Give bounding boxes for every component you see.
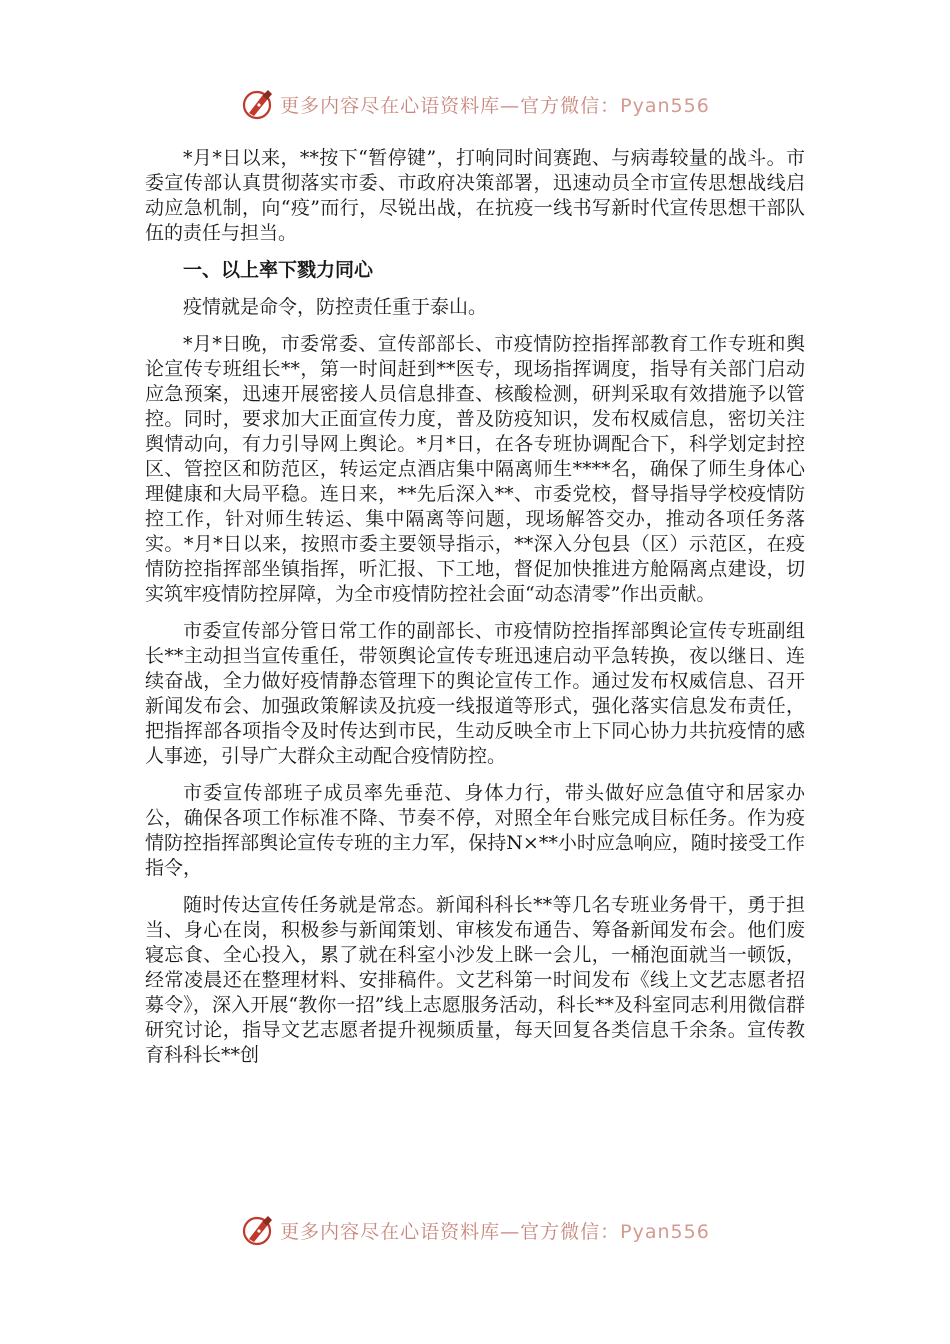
paragraph: *月*日晚，市委常委、宣传部部长、市疫情防控指挥部教育工作专班和舆论宣传专班组长**，第一时间赶到**医专，现场指挥调度，指导有关部门启动应急预案，迅速开展密接人员信息排查、核酸检测，研判采取有效措施予以管控。同时，要求加大正面宣传力度，普及防疫知识，发布权威信息，密切关注舆情动向，有力引导网上舆论。*月*日，在各专班协调配合下，科学划定封控区、管控区和防范区，转运定点酒店集中隔离师生****名，确保了师生身体心理健康和大局平稳。连日来，**先后深入**、市委党校，督导指导学校疫情防控工作，针对师生转运、集中隔离等问题，现场解答交办，推动各项任务落实。*月*日以来，按照市委主要领导指示，**深入分包县（区）示范区，在疫情防控指挥部坐镇指挥，听汇报、下工地，督促加快推进方舱隔离点建设，切实筑牢疫情防控屏障，为全市疫情防控社会面“动态清零”作出贡献。 xyxy=(145,333,805,605)
paragraph: 随时传达宣传任务就是常态。新闻科科长**等几名专班业务骨干，勇于担当、身心在岗，积极参与新闻策划、审核发布通告、筹备新闻发布会。他们废寝忘食、全心投入，累了就在科室小沙发上眯一会儿，一桶泡面就当一顿饭，经常凌晨还在整理材料、安排稿件。文艺科第一时间发布《线上文艺志愿者招募令》，深入开展“教你一招”线上志愿服务活动，科长**及科室同志利用微信群研究讨论，指导文艺志愿者提升视频质量，每天回复各类信息千余条。宣传教育科科长**创 xyxy=(145,894,805,1066)
paragraph-intro: *月*日以来，**按下“暂停键”，打响同时间赛跑、与病毒较量的战斗。市委宣传部认真贯彻落实市委、市政府决策部署，迅速动员全市宣传思想战线启动应急机制，向“疫”而行，尽锐出战，在抗疫一线书写新时代宣传思想干部队伍的责任与担当。 xyxy=(145,147,805,244)
paragraph: 市委宣传部班子成员率先垂范、身体力行，带头做好应急值守和居家办公，确保各项工作标准不降、节奏不停，对照全年台账完成目标任务。作为疫情防控指挥部舆论宣传专班的主力军，保持N×**小时应急响应，随时接受工作指令， xyxy=(145,782,805,879)
watermark-text: 更多内容尽在心语资料库—官方微信：Pyan556 xyxy=(280,1220,710,1243)
paragraph: 市委宣传部分管日常工作的副部长、市疫情防控指挥部舆论宣传专班副组长**主动担当宣传重任，带领舆论宣传专班迅速启动平急转换，夜以继日、连续奋战，全力做好疫情静态管理下的舆论宣传工作。通过发布权威信息、召开新闻发布会、加强政策解读及抗疫一线报道等形式，强化落实信息发布责任，把指挥部各项指令及时传达到市民，生动反映全市上下同心协力共抗疫情的感人事迹，引导广大群众主动配合疫情防控。 xyxy=(145,620,805,767)
watermark-banner-bottom xyxy=(0,1210,950,1250)
section-heading: 一、以上率下戮力同心 xyxy=(183,259,374,281)
pen-nib-logo-icon xyxy=(240,86,276,122)
document-body xyxy=(145,146,805,1080)
watermark-banner-top xyxy=(0,84,950,124)
watermark-text: 更多内容尽在心语资料库—官方微信：Pyan556 xyxy=(280,94,710,117)
paragraph: 疫情就是命令，防控责任重于泰山。 xyxy=(183,296,488,318)
pen-nib-logo-icon xyxy=(240,1212,276,1248)
